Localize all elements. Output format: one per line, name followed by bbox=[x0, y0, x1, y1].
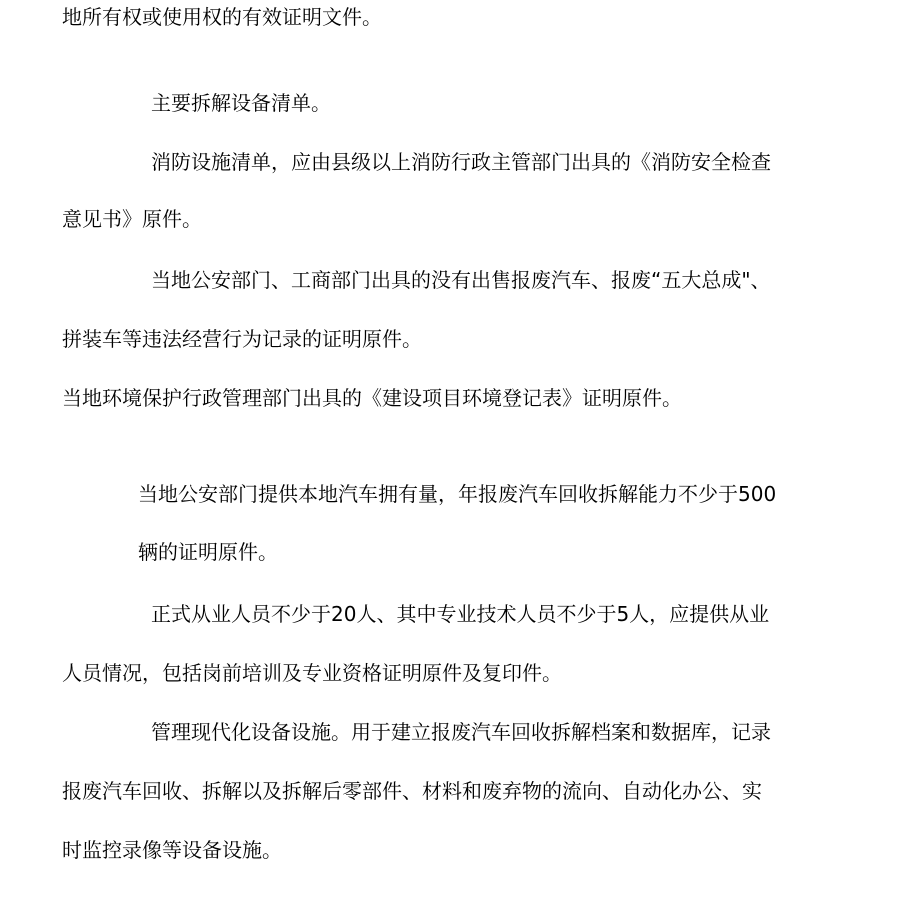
text-line-11: 人员情况，包括岗前培训及专业资格证明原件及复印件。 bbox=[62, 661, 562, 685]
text-line-6: 拼装车等违法经营行为记录的证明原件。 bbox=[62, 327, 422, 351]
text-line-5: 当地公安部门、工商部门出具的没有出售报废汽车、报废“五大总成"、 bbox=[151, 268, 771, 292]
text-line-1: 地所有权或使用权的有效证明文件。 bbox=[62, 5, 382, 29]
text-line-2: 主要拆解设备清单。 bbox=[151, 91, 331, 115]
text-line-7: 当地环境保护行政管理部门出具的《建设项目环境登记表》证明原件。 bbox=[62, 386, 682, 410]
text-line-4: 意见书》原件。 bbox=[62, 207, 202, 231]
text-line-10: 正式从业人员不少于20人、其中专业技术人员不少于5人，应提供从业 bbox=[151, 602, 770, 626]
text-line-13: 报废汽车回收、拆解以及拆解后零部件、材料和废弃物的流向、自动化办公、实 bbox=[62, 779, 762, 803]
text-line-14: 时监控录像等设备设施。 bbox=[62, 838, 282, 862]
text-line-3: 消防设施清单，应由县级以上消防行政主管部门出具的《消防安全检查 bbox=[151, 150, 771, 174]
text-line-9: 辆的证明原件。 bbox=[138, 540, 278, 564]
text-line-8: 当地公安部门提供本地汽车拥有量，年报废汽车回收拆解能力不少于500 bbox=[138, 482, 777, 506]
text-line-12: 管理现代化设备设施。用于建立报废汽车回收拆解档案和数据库，记录 bbox=[151, 720, 771, 744]
